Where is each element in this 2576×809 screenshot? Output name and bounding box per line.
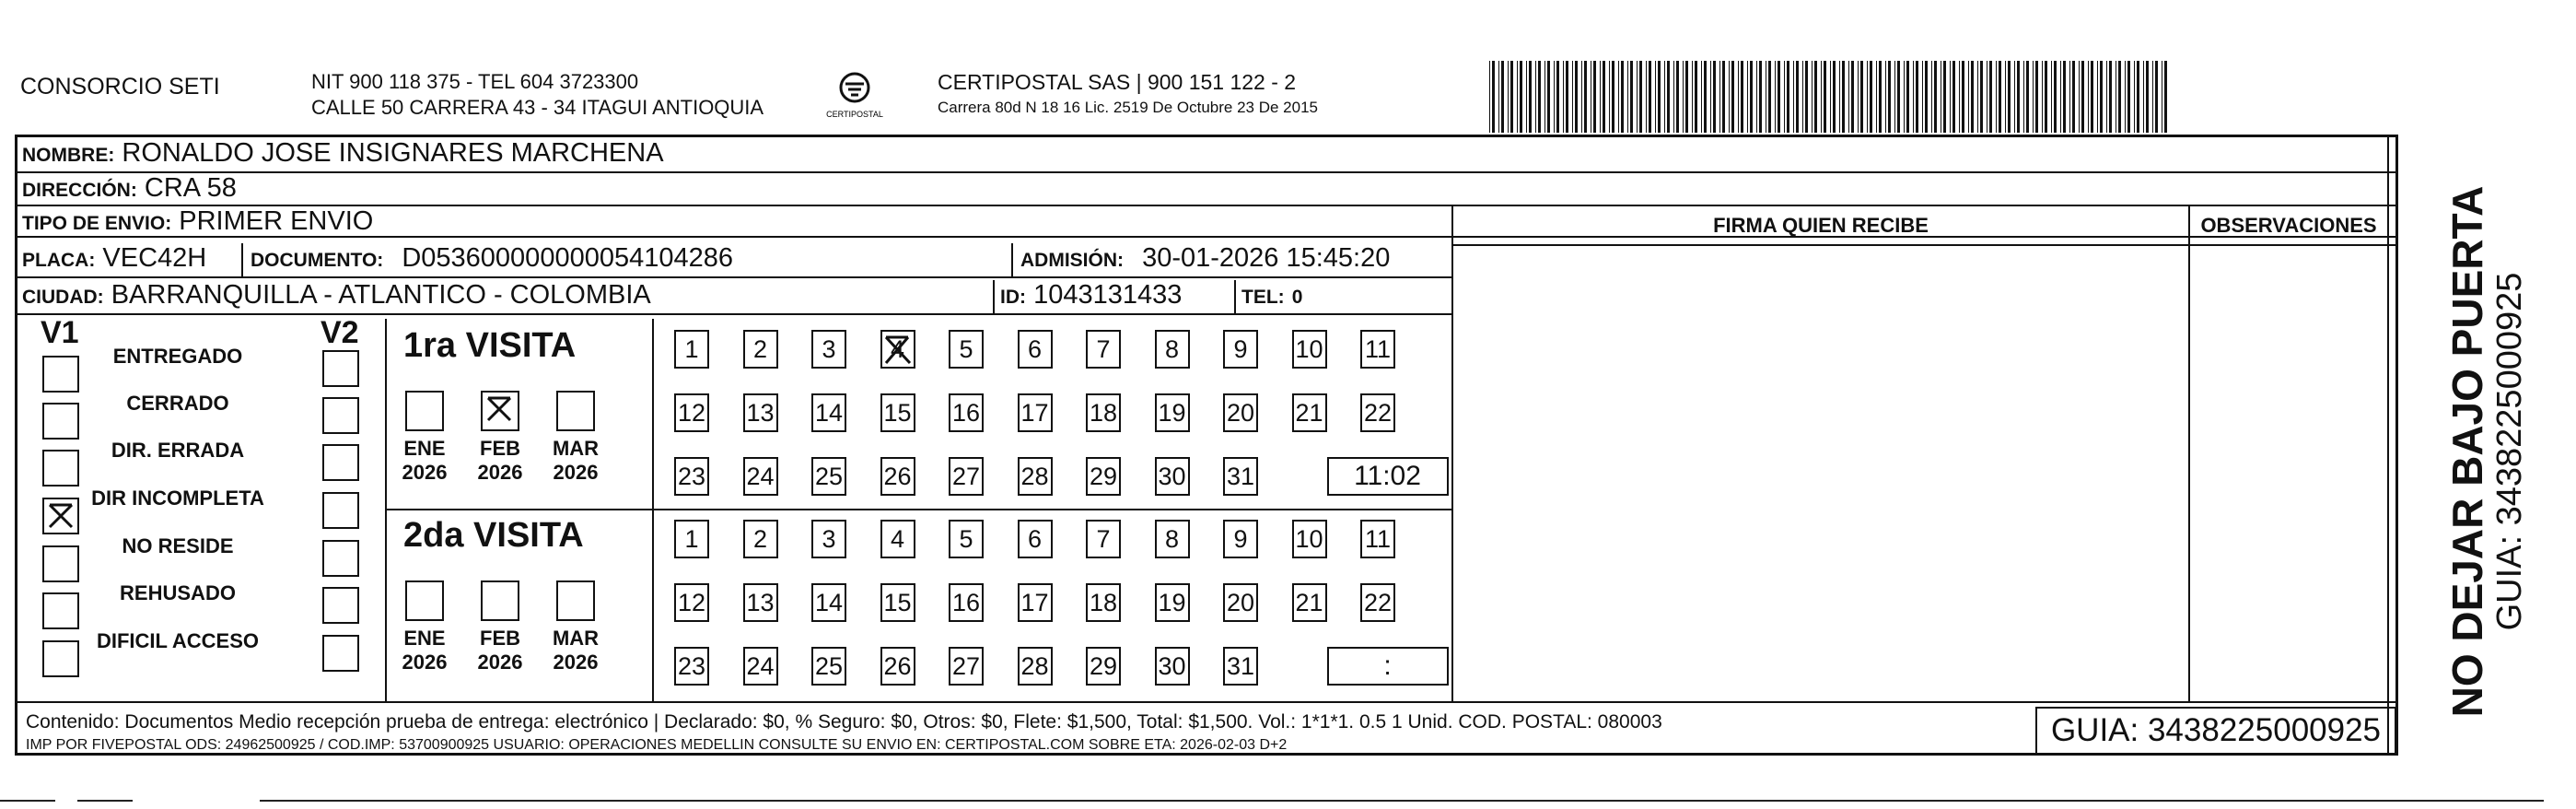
v2-header: V2: [321, 315, 359, 350]
certipostal-logo: [818, 67, 892, 123]
day-box[interactable]: 24: [743, 647, 778, 686]
day-box[interactable]: 16: [949, 393, 984, 432]
status-label: CERRADO: [126, 392, 229, 415]
month-checkbox[interactable]: [481, 580, 519, 621]
day-box[interactable]: 7: [1086, 520, 1121, 558]
barcode-bar: [1796, 61, 1799, 133]
barcode-bar: [2045, 61, 2047, 133]
observaciones-header: OBSERVACIONES: [2200, 214, 2377, 237]
content-details: Contenido: Documentos Medio recepción prueba de entrega: electrónico | Declarado: $0, % Seguro: $0, Otros: $0, Flete: $1,500, Total: $1,500. Vol.: 1*1*1. 0.5 1 Unid. COD. POSTAL: 080003: [26, 711, 1662, 733]
barcode-bar: [1637, 61, 1638, 133]
barcode-bar: [2026, 61, 2029, 133]
barcode-bar: [1802, 61, 1803, 133]
admision-value: 30-01-2026 15:45:20: [1142, 243, 1391, 273]
barcode-bar: [1538, 61, 1541, 133]
day-box[interactable]: 2: [743, 330, 778, 369]
barcode-bar: [1731, 61, 1734, 133]
barcode-bar: [1787, 61, 1789, 133]
barcode-bar: [2106, 61, 2107, 133]
time-box[interactable]: :: [1327, 647, 1449, 686]
signature-area[interactable]: [1453, 246, 2188, 701]
month-name: ENE: [403, 437, 446, 460]
barcode-bar: [1685, 61, 1688, 133]
barcode-bar: [2146, 61, 2149, 133]
month-label: [394, 437, 455, 485]
barcode-bar: [1897, 61, 1900, 133]
month-year: 2026: [477, 461, 523, 484]
barcode-bar: [2118, 61, 2121, 133]
barcode-bar: [1510, 61, 1513, 133]
barcode-bar: [1851, 61, 1854, 133]
day-box[interactable]: 4: [880, 330, 915, 369]
barcode-bar: [1768, 61, 1771, 133]
barcode-bar: [1959, 61, 1960, 133]
barcode-bar: [1600, 61, 1601, 133]
barcode-bar: [1916, 61, 1918, 133]
barcode-bar: [2091, 61, 2093, 133]
barcode-bar: [1692, 61, 1693, 133]
day-box[interactable]: 17: [1018, 583, 1053, 622]
barcode-bar: [1556, 61, 1559, 133]
barcode-bar: [1952, 61, 1955, 133]
barcode-bar: [1667, 61, 1670, 133]
barcode-bar: [1630, 61, 1633, 133]
barcode-bar: [1977, 61, 1978, 133]
barcode-bar: [1980, 61, 1983, 133]
day-box[interactable]: 17: [1018, 393, 1053, 432]
day-box[interactable]: 31: [1223, 647, 1258, 686]
company-nit-address: [311, 69, 763, 121]
day-box[interactable]: 1: [674, 330, 709, 369]
barcode-bar: [1729, 61, 1730, 133]
day-box[interactable]: 16: [949, 583, 984, 622]
barcode-bar: [2097, 61, 2098, 133]
month-label: [545, 437, 606, 485]
firma-header: FIRMA QUIEN RECIBE: [1713, 214, 1929, 237]
barcode-bar: [1738, 61, 1739, 133]
month-year: 2026: [402, 461, 448, 484]
barcode-bar: [1547, 61, 1550, 133]
barcode-bar: [1710, 61, 1711, 133]
ciudad-value: BARRANQUILLA - ATLANTICO - COLOMBIA: [111, 280, 651, 310]
barcode-bar: [2079, 61, 2080, 133]
barcode-bar: [2155, 61, 2158, 133]
nombre-value: RONALDO JOSE INSIGNARES MARCHENA: [122, 138, 664, 168]
barcode-bar: [1906, 61, 1909, 133]
day-box[interactable]: 8: [1155, 330, 1190, 369]
tipo-value: PRIMER ENVIO: [179, 206, 374, 236]
day-mark: [882, 332, 914, 367]
barcode-bar: [1860, 61, 1863, 133]
barcode-bar: [1805, 61, 1808, 133]
day-box[interactable]: 13: [743, 583, 778, 622]
ciudad-row: [22, 280, 651, 311]
barcode-bar: [1931, 61, 1932, 133]
day-box[interactable]: 13: [743, 393, 778, 432]
barcode-bar: [1554, 61, 1555, 133]
barcode-bar: [1492, 61, 1495, 133]
placa-row: [22, 243, 206, 274]
barcode-bar: [1621, 61, 1624, 133]
barcode-bar: [1968, 61, 1969, 133]
day-box[interactable]: 29: [1086, 457, 1121, 496]
day-box[interactable]: 28: [1018, 647, 1053, 686]
barcode-bar: [1618, 61, 1619, 133]
barcode-bar: [1489, 61, 1490, 133]
day-box[interactable]: 3: [811, 520, 846, 558]
v2-checkbox[interactable]: [322, 492, 359, 529]
tipo-label: TIPO DE ENVIO:: [22, 213, 172, 234]
barcode-bar: [1971, 61, 1974, 133]
day-box[interactable]: 15: [880, 583, 915, 622]
nombre-row: [22, 138, 664, 169]
month-checkbox[interactable]: [481, 391, 519, 431]
no-dejar-bajo-puerta: NO DEJAR BAJO PUERTA: [2443, 185, 2491, 718]
side-warning: [2444, 186, 2529, 718]
v2-checkbox[interactable]: [322, 635, 359, 672]
day-box[interactable]: 5: [949, 520, 984, 558]
status-label: ENTREGADO: [112, 345, 243, 368]
month-checkbox[interactable]: [405, 580, 444, 621]
id-row: [1000, 280, 1182, 311]
barcode-bar: [1793, 61, 1794, 133]
barcode-bar: [1778, 61, 1780, 133]
direccion-row: [22, 173, 237, 204]
day-box[interactable]: 28: [1018, 457, 1053, 496]
day-box[interactable]: 5: [949, 330, 984, 369]
barcode-bar: [1593, 61, 1596, 133]
day-box[interactable]: 24: [743, 457, 778, 496]
barcode-bar: [2017, 61, 2020, 133]
print-details: IMP POR FIVEPOSTAL ODS: 24962500925 / COD.IMP: 53700900925 USUARIO: OPERACIONES MEDELLIN CONSULTE SU ENVIO EN: CERTIPOSTAL.COM SOBRE ETA: 2026-02-03 D+2: [26, 737, 1288, 753]
barcode-bar: [1639, 61, 1642, 133]
barcode-bar: [2127, 61, 2130, 133]
month-year: 2026: [553, 461, 599, 484]
barcode: [1487, 61, 2169, 133]
barcode-bar: [1646, 61, 1647, 133]
barcode-bar: [1894, 61, 1895, 133]
barcode-bar: [1673, 61, 1674, 133]
barcode-bar: [1996, 61, 1997, 133]
barcode-bar: [1498, 61, 1499, 133]
barcode-bar: [1575, 61, 1578, 133]
barcode-bar: [2134, 61, 2135, 133]
barcode-bar: [1563, 61, 1564, 133]
barcode-bar: [1824, 61, 1826, 133]
status-label: DIR. ERRADA: [111, 439, 245, 462]
barcode-bar: [1627, 61, 1628, 133]
barcode-bar: [1658, 61, 1661, 133]
barcode-bar: [2088, 61, 2089, 133]
barcode-bar: [1756, 61, 1757, 133]
barcode-bar: [1922, 61, 1923, 133]
barcode-bar: [1999, 61, 2001, 133]
barcode-bar: [2152, 61, 2153, 133]
barcode-bar: [1747, 61, 1748, 133]
day-box[interactable]: 2: [743, 520, 778, 558]
v2-checkbox[interactable]: [322, 444, 359, 481]
barcode-bar: [2060, 61, 2061, 133]
day-box[interactable]: 10: [1292, 330, 1327, 369]
barcode-bar: [1695, 61, 1697, 133]
barcode-bar: [1719, 61, 1720, 133]
certipostal-line: CERTIPOSTAL SAS | 900 151 122 - 2: [938, 70, 1297, 94]
day-box[interactable]: 21: [1292, 393, 1327, 432]
day-box[interactable]: 9: [1223, 520, 1258, 558]
barcode-bar: [2008, 61, 2011, 133]
day-box[interactable]: 7: [1086, 330, 1121, 369]
barcode-bar: [2005, 61, 2006, 133]
month-name: MAR: [552, 627, 600, 650]
barcode-bar: [1925, 61, 1928, 133]
barcode-bar: [1584, 61, 1587, 133]
barcode-bar: [1784, 61, 1785, 133]
barcode-bar: [1885, 61, 1886, 133]
barcode-bar: [1876, 61, 1877, 133]
day-box[interactable]: 4: [880, 520, 915, 558]
day-box[interactable]: 11: [1360, 520, 1395, 558]
day-box[interactable]: 23: [674, 457, 709, 496]
month-year: 2026: [402, 651, 448, 674]
barcode-bar: [1888, 61, 1891, 133]
month-name: FEB: [480, 437, 520, 460]
day-box[interactable]: 12: [674, 583, 709, 622]
day-box[interactable]: 30: [1155, 457, 1190, 496]
month-name: ENE: [403, 627, 446, 650]
barcode-bar: [1544, 61, 1545, 133]
day-box[interactable]: 22: [1360, 583, 1395, 622]
barcode-bar: [1934, 61, 1937, 133]
month-label: [470, 627, 530, 674]
barcode-bar: [1848, 61, 1849, 133]
v1-header: V1: [41, 315, 79, 350]
barcode-bar: [1913, 61, 1914, 133]
time-box[interactable]: 11:02: [1327, 457, 1449, 496]
day-box[interactable]: 27: [949, 647, 984, 686]
barcode-bar: [2042, 61, 2043, 133]
barcode-bar: [2063, 61, 2066, 133]
barcode-bar: [1655, 61, 1656, 133]
barcode-bar: [1612, 61, 1614, 133]
day-box[interactable]: 8: [1155, 520, 1190, 558]
day-box[interactable]: 15: [880, 393, 915, 432]
day-box[interactable]: 1: [674, 520, 709, 558]
barcode-bar: [1943, 61, 1946, 133]
placa-label: PLACA:: [22, 250, 96, 271]
company-name: CONSORCIO SETI: [20, 74, 220, 100]
month-checkbox[interactable]: [556, 580, 595, 621]
month-year: 2026: [553, 651, 599, 674]
v2-checkbox[interactable]: [322, 350, 359, 387]
barcode-bar: [2081, 61, 2084, 133]
v2-checkbox[interactable]: [322, 397, 359, 434]
barcode-bar: [1676, 61, 1679, 133]
day-box[interactable]: 30: [1155, 647, 1190, 686]
barcode-bar: [2014, 61, 2015, 133]
barcode-bar: [1950, 61, 1951, 133]
barcode-bar: [1989, 61, 1992, 133]
barcode-bar: [1529, 61, 1532, 133]
day-box[interactable]: 26: [880, 647, 915, 686]
barcode-bar: [2035, 61, 2038, 133]
month-label: [545, 627, 606, 674]
day-box[interactable]: 18: [1086, 583, 1121, 622]
barcode-bar: [1830, 61, 1831, 133]
tipo-envio-row: [22, 206, 373, 237]
ciudad-label: CIUDAD:: [22, 287, 104, 308]
barcode-bar: [1713, 61, 1716, 133]
day-box[interactable]: 6: [1018, 520, 1053, 558]
barcode-bar: [1508, 61, 1509, 133]
tel-value: 0: [1291, 287, 1303, 308]
barcode-bar: [1839, 61, 1840, 133]
barcode-bar: [1858, 61, 1859, 133]
barcode-bar: [1759, 61, 1762, 133]
day-box[interactable]: 25: [811, 457, 846, 496]
day-box[interactable]: 9: [1223, 330, 1258, 369]
barcode-bar: [1603, 61, 1605, 133]
day-box[interactable]: 11: [1360, 330, 1395, 369]
day-box[interactable]: 6: [1018, 330, 1053, 369]
status-label: REHUSADO: [120, 581, 236, 604]
day-box[interactable]: 21: [1292, 583, 1327, 622]
barcode-bar: [1566, 61, 1568, 133]
barcode-bar: [1572, 61, 1573, 133]
documento-value: D053600000000054104286: [402, 243, 733, 273]
barcode-bar: [1535, 61, 1536, 133]
barcode-bar: [1683, 61, 1684, 133]
barcode-bar: [1741, 61, 1743, 133]
barcode-bar: [2069, 61, 2070, 133]
day-box[interactable]: 19: [1155, 583, 1190, 622]
day-box[interactable]: 27: [949, 457, 984, 496]
day-box[interactable]: 26: [880, 457, 915, 496]
barcode-bar: [2023, 61, 2024, 133]
barcode-bar: [1962, 61, 1964, 133]
barcode-bar: [1609, 61, 1610, 133]
day-box[interactable]: 3: [811, 330, 846, 369]
day-box[interactable]: 20: [1223, 583, 1258, 622]
barcode-bar: [1867, 61, 1868, 133]
barcode-bar: [1664, 61, 1665, 133]
nit-line: NIT 900 118 375 - TEL 604 3723300: [311, 70, 639, 93]
barcode-bar: [1833, 61, 1836, 133]
tel-label: TEL:: [1241, 287, 1285, 308]
barcode-bar: [2125, 61, 2126, 133]
certipostal-info: [938, 69, 1318, 121]
day-box[interactable]: 25: [811, 647, 846, 686]
month-checkbox[interactable]: [556, 391, 595, 431]
direccion-value: CRA 58: [144, 173, 237, 203]
barcode-bar: [1812, 61, 1813, 133]
id-label: ID:: [1000, 287, 1026, 308]
side-guia: GUIA: 3438225000925: [2490, 272, 2529, 631]
barcode-bar: [2072, 61, 2075, 133]
barcode-bar: [1814, 61, 1817, 133]
month-name: MAR: [552, 437, 600, 460]
documento-label: DOCUMENTO:: [251, 250, 384, 271]
barcode-bar: [1649, 61, 1651, 133]
barcode-bar: [1517, 61, 1518, 133]
barcode-bar: [1904, 61, 1905, 133]
month-checkbox[interactable]: [405, 391, 444, 431]
barcode-bar: [1842, 61, 1845, 133]
day-box[interactable]: 14: [811, 583, 846, 622]
visit-title: 1ra VISITA: [403, 326, 577, 365]
address-line: CALLE 50 CARRERA 43 - 34 ITAGUI ANTIOQUIA: [311, 96, 764, 119]
svg-text:CERTIPOSTAL: CERTIPOSTAL: [826, 110, 883, 119]
day-box[interactable]: 18: [1086, 393, 1121, 432]
certipostal-license: Carrera 80d N 18 16 Lic. 2519 De Octubre 23 De 2015: [938, 99, 1318, 116]
visit-title: 2da VISITA: [403, 516, 584, 555]
barcode-bar: [1775, 61, 1776, 133]
barcode-bar: [2033, 61, 2034, 133]
day-box[interactable]: 23: [674, 647, 709, 686]
barcode-bar: [1722, 61, 1725, 133]
day-box[interactable]: 31: [1223, 457, 1258, 496]
day-box[interactable]: 14: [811, 393, 846, 432]
direccion-label: DIRECCIÓN:: [22, 180, 137, 201]
nombre-label: NOMBRE:: [22, 145, 115, 166]
barcode-bar: [1821, 61, 1822, 133]
month-name: FEB: [480, 627, 520, 650]
barcode-bar: [1879, 61, 1882, 133]
id-value: 1043131433: [1033, 280, 1183, 310]
status-label: DIR INCOMPLETA: [91, 487, 264, 510]
day-box[interactable]: 29: [1086, 647, 1121, 686]
placa-value: VEC42H: [102, 243, 207, 273]
barcode-bar: [1704, 61, 1707, 133]
barcode-bar: [2137, 61, 2139, 133]
barcode-bar: [1870, 61, 1872, 133]
barcode-bar: [1520, 61, 1522, 133]
month-label: [394, 627, 455, 674]
barcode-bar: [1581, 61, 1582, 133]
month-label: [470, 437, 530, 485]
documento-row: [251, 243, 733, 274]
day-box[interactable]: 19: [1155, 393, 1190, 432]
barcode-bar: [2109, 61, 2112, 133]
admision-row: [1020, 243, 1390, 274]
month-year: 2026: [477, 651, 523, 674]
status-label: DIFICIL ACCESO: [96, 629, 259, 652]
status-label: NO RESIDE: [122, 534, 234, 557]
day-box[interactable]: 10: [1292, 520, 1327, 558]
barcode-bar: [2143, 61, 2144, 133]
day-box[interactable]: 12: [674, 393, 709, 432]
barcode-bar: [1701, 61, 1702, 133]
barcode-bar: [2051, 61, 2052, 133]
v2-checkbox[interactable]: [322, 540, 359, 577]
observations-area[interactable]: [2190, 246, 2387, 701]
barcode-bar: [1526, 61, 1527, 133]
barcode-bar: [1750, 61, 1753, 133]
tel-row: [1241, 280, 1302, 311]
barcode-bar: [1501, 61, 1504, 133]
barcode-bar: [2054, 61, 2057, 133]
v2-checkbox[interactable]: [322, 587, 359, 624]
admision-label: ADMISIÓN:: [1020, 250, 1124, 271]
barcode-bar: [2164, 61, 2167, 133]
barcode-bar: [2100, 61, 2103, 133]
day-box[interactable]: 22: [1360, 393, 1395, 432]
guia-number: GUIA: 3438225000925: [2035, 707, 2396, 755]
day-box[interactable]: 20: [1223, 393, 1258, 432]
